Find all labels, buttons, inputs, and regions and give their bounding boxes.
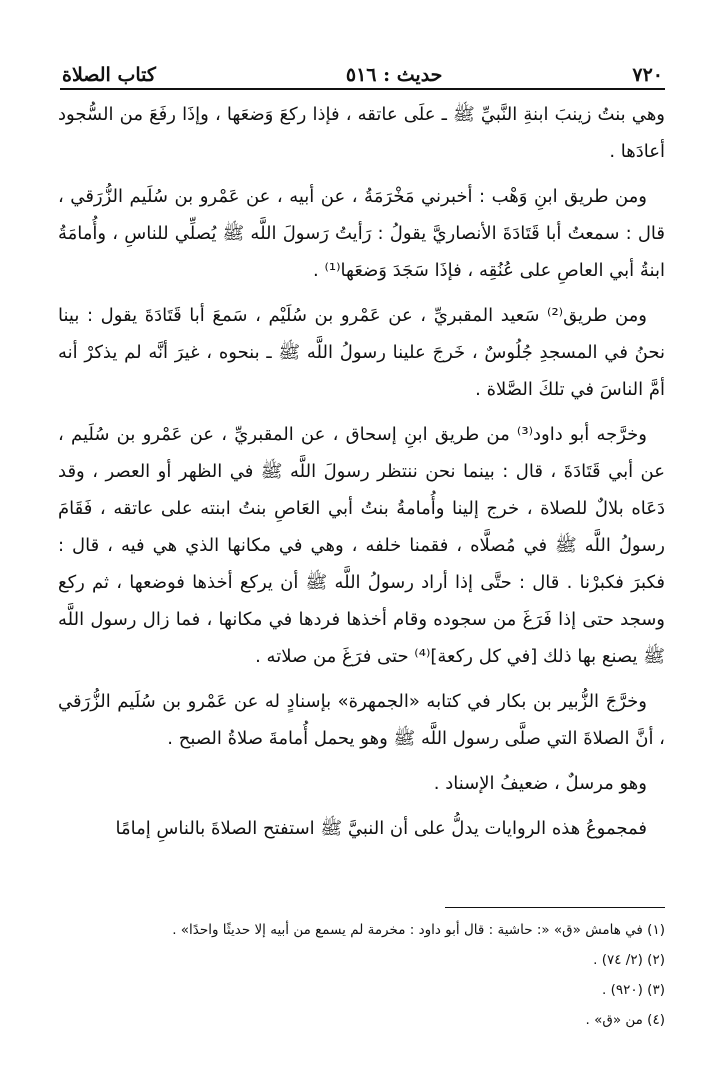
footnotes (60, 915, 665, 1035)
footnote: (١) في هامش «ق» «: حاشية : قال أبو داود : مخرمة لم يسمع من أبيه إلا حديثًا واحدًا» . (172, 922, 665, 938)
main-text (58, 96, 665, 855)
page-header (62, 56, 663, 86)
footnote-divider (445, 907, 665, 908)
paragraph: وهي بنتُ زينبَ ابنةِ النَّبيِّ ﷺ ـ علَى عاتقه ، فإذا ركعَ وَضعَها ، وإذَا رفَعَ من السُّجود أعادَها . (58, 104, 665, 162)
footnote: (٤) من «ق» . (585, 1012, 665, 1028)
paragraph: وهو مرسلٌ ، ضعيفُ الإسناد . (433, 773, 647, 794)
paragraph: فمجموعُ هذه الروايات يدلُّ على أن النبيَّ ﷺ استفتح الصلاةَ بالناسِ إمامًا (115, 818, 647, 839)
paragraph: ومن طريق ابنِ وَهْب : أخبرني مَخْرَمَةُ ، عن أبيه ، عن عَمْرو بن سُلَيم الزُّرَقي ، قال : سمعتُ أبا قَتَادَةَ الأنصاريَّ يقولُ : رَأيتُ رَسولَ اللَّه ﷺ يُصلِّي للناسِ ، وأُمامَةُ ابنةُ أبي العاصِ على عُنُقِه ، فإذَا سَجَدَ وَضعَها⁽¹⁾ . (58, 186, 665, 281)
paragraph: وخرَّجه أبو داود⁽³⁾ من طريق ابنِ إسحاق ، عن المقبريِّ ، عن عَمْرو بن سُلَيم ، عن أبي قَتَادَةَ ، قال : بينما نحن ننتظر رسولَ اللَّه ﷺ في الظهر أو العصر ، وقد دَعَاه بلالٌ للصلاة ، خرج إلينا وأُمامةُ بنتُ أبي العَاصِ بنتُ ابنته على عاتقه ، فَقَامَ رسولُ اللَّه ﷺ في مُصلَّاه ، فقمنا خلفه ، وهي في مكانها الذي هي فيه ، قال : فكبرَ فكبرْنا . قال : حتَّى إذا أراد رسولُ اللَّه ﷺ أن يركع أخذها فوضعها ، ثم ركع وسجد حتى إذا فَرَغَ من سجوده وقام أخذها فردها في مكانها ، فما زال رسول اللَّه ﷺ يصنع بها ذلك [في كل ركعة]⁽⁴⁾ حتى فرَغَ من صلاته . (58, 424, 665, 667)
hadith-label: حديث : ٥١٦ (345, 64, 443, 86)
footnote: (٣) (٩٢٠) . (602, 982, 665, 998)
paragraph: وخرَّجَ الزُّبير بن بكار في كتابه «الجمهرة» بإسنادٍ له عن عَمْرو بن سُلَيم الزُّرَقي ، أنَّ الصلاةَ التي صلَّى رسول اللَّه ﷺ وهو يحمل أُمامةَ صلاةُ الصبح . (58, 691, 665, 749)
page-number: ٧٢٠ (632, 64, 663, 86)
footnote: (٢) (٢/ ٧٤) . (593, 952, 665, 968)
paragraph: ومن طريق⁽²⁾ سَعيد المقبريِّ ، عن عَمْرو بن سُلَيْم ، سَمعَ أبا قَتَادَةَ يقول : بينا نحنُ في المسجدِ جُلُوسٌ ، خَرجَ علينا رسولُ اللَّه ﷺ ـ بنحوه ، غيرَ أنَّه لم يذكرْ أنه أمَّ الناسَ في تلكَ الصَّلاة . (58, 305, 665, 400)
header-divider (60, 88, 665, 90)
book-title: كتاب الصلاة (62, 64, 156, 86)
